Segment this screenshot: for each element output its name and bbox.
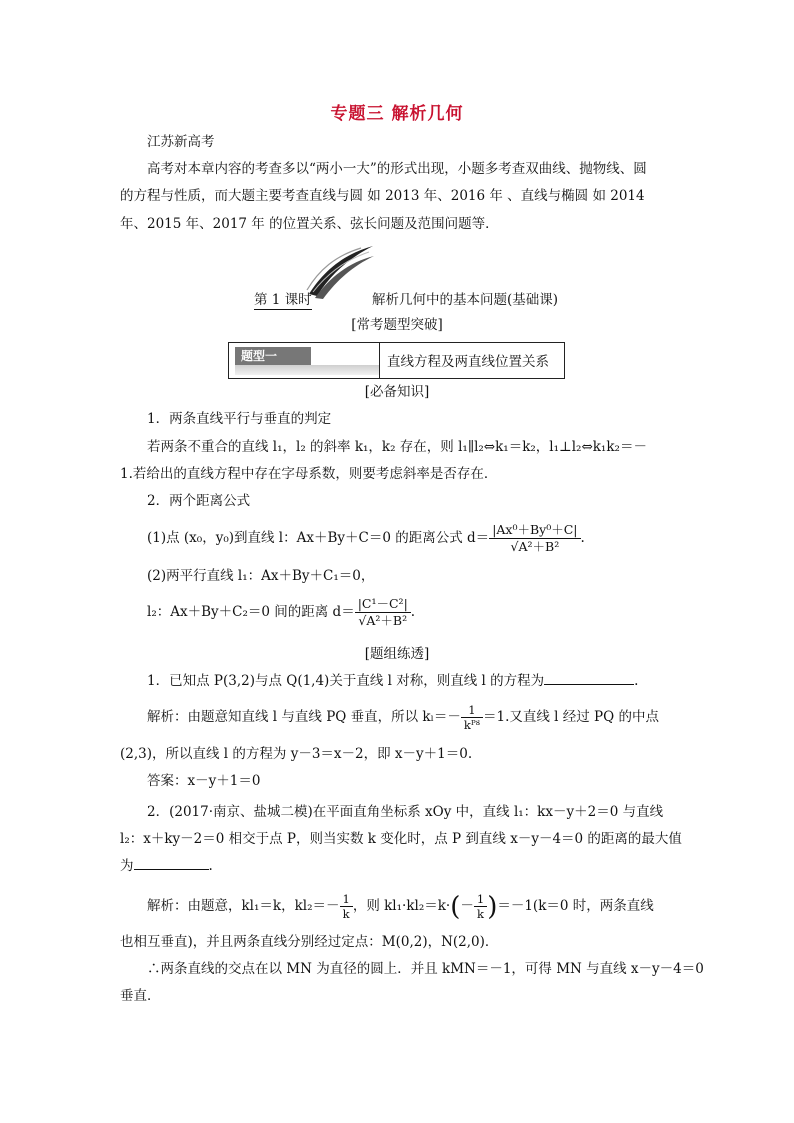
question-type-box: [228, 342, 565, 379]
knowledge-2-heading: 2．两个距离公式: [147, 493, 251, 509]
exercise-2-solution-d: 垂直．: [120, 988, 161, 1004]
page-title: 专题三 解析几何: [330, 104, 464, 124]
exercise-2-fraction-2-numerator: 1: [474, 892, 487, 907]
section-heading-practice: [题组练透]: [364, 646, 430, 662]
lesson-label: 第 1 课时: [254, 288, 312, 310]
type-title: 直线方程及两直线位置关系: [387, 354, 549, 370]
section-heading-common-types: [常考题型突破]: [351, 317, 443, 333]
formula-1-denominator: √A²＋B²: [510, 539, 560, 554]
parallel-line-distance-formula: [147, 596, 415, 629]
formula-2-denominator: √A²＋B²: [358, 613, 408, 628]
exercise-1-solution-suffix: ＝1.又直线 l 经过 PQ 的中点: [482, 709, 659, 725]
exercise-2-question-b: l₂：x＋ky－2＝0 相交于点 P，则当实数 k 变化时，点 P 到直线 x－y－4＝0 的距离的最大值: [120, 831, 682, 847]
knowledge-1-heading: 1．两条直线平行与垂直的判定: [147, 411, 332, 427]
exercise-2-fraction-2-denominator: k: [477, 907, 484, 921]
exercise-2-question-c: [120, 856, 213, 876]
exercise-1-end: .: [634, 673, 639, 689]
intro-paragraph-line-2: 的方程与性质，而大题主要考查直线与圆 如 2013 年、2016 年 、直线与椭圆 如 2014: [120, 188, 645, 204]
type-tag-shadow: [235, 365, 380, 375]
exercise-1-text: 1．已知点 P(3,2)与点 Q(1,4)关于直线 l 对称，则直线 l 的方程为: [147, 673, 545, 689]
swoosh-decoration-icon: [305, 242, 375, 300]
exercise-1-solution-fraction: [461, 703, 483, 732]
parallel-lines-text: (2)两平行直线 l₁：Ax＋By＋C₁＝0，: [147, 568, 375, 584]
exercise-2-solution-a: 解析：由题意，kl₁＝k，kl₂＝－ $\frac{1}{k}$ ，则 kl₁·kl₂＝k·(－ $\frac{1}{k}$ )＝－1(k＝0 时，两条直线: [147, 891, 654, 922]
exercise-2-solution-c: ∴两条直线的交点在以 MN 为直径的圆上．并且 kMN＝－1，可得 MN 与直线 x－y－4＝0: [147, 961, 704, 977]
formula-1-suffix: .: [580, 530, 585, 546]
exercise-2-solution-fraction-2: [474, 892, 487, 921]
formula-1-numerator: |Ax⁰＋By⁰＋C|: [489, 522, 580, 539]
formula-2-fraction: [355, 596, 411, 629]
type-tag: 题型一: [235, 347, 311, 365]
exercise-2-solution-prefix: 解析：由题意，kl₁＝k，kl₂＝－: [147, 898, 340, 914]
type-box-divider: [379, 343, 380, 378]
formula-2-numerator: |C¹－C²|: [355, 596, 411, 613]
exercise-2-end: .: [208, 858, 213, 874]
lesson-title: 解析几何中的基本问题(基础课): [372, 292, 559, 308]
formula-2-suffix: .: [410, 604, 416, 620]
intro-heading: 江苏新高考: [147, 134, 215, 150]
exercise-2-fraction-1-denominator: k: [342, 907, 350, 921]
exercise-2-answer-blank: [134, 856, 209, 870]
exercise-2-solution-suffix: ＝－1(k＝0 时，两条直线: [497, 898, 654, 914]
exercise-1-solution-prefix: 解析：由题意知直线 l 与直线 PQ 垂直，所以 kₗ＝－: [147, 709, 461, 725]
exercise-1-solution-b: (2,3)，所以直线 l 的方程为 y－3＝x－2，即 x－y＋1＝0.: [120, 746, 473, 762]
section-heading-essential-knowledge: [必备知识]: [364, 384, 430, 400]
intro-paragraph-line-1: 高考对本章内容的考查多以“两小一大”的形式出现，小题多考查双曲线、抛物线、圆: [147, 161, 647, 177]
knowledge-1-text-a: 若两条不重合的直线 l₁，l₂ 的斜率 k₁，k₂ 存在，则 l₁∥l₂⇔k₁＝k₂，l₁⊥l₂⇔k₁k₂＝－: [147, 439, 647, 455]
exercise-1-solution-numerator: 1: [461, 703, 483, 718]
exercise-2-solution-middle: ，则 kl₁·kl₂＝k·: [352, 898, 451, 914]
exercise-2-question-a: 2．(2017·南京、盐城二模)在平面直角坐标系 xOy 中，直线 l₁：kx－y＋2＝0 与直线: [147, 804, 664, 820]
right-paren: ): [487, 891, 498, 922]
exercise-1-question: [147, 671, 638, 691]
exercise-1-solution-a: [147, 703, 659, 732]
exercise-2-solution-fraction-1: [340, 892, 353, 921]
exercise-1-answer: 答案：x－y＋1＝0: [147, 773, 261, 789]
exercise-2-solution-b: 也相互垂直)，并且两条直线分别经过定点：M(0,2)，N(2,0)．: [120, 934, 499, 950]
formula-1-prefix: (1)点 (x₀，y₀)到直线 l：Ax＋By＋C＝0 的距离公式 d＝: [147, 530, 490, 546]
intro-paragraph-line-3: 年、2015 年、2017 年 的位置关系、弦长问题及范围问题等．: [120, 216, 499, 232]
left-paren: (: [450, 891, 461, 922]
exercise-1-solution-denominator: kᴾᴽ: [463, 718, 480, 732]
knowledge-1-text-b: 1.若给出的直线方程中存在字母系数，则要考虑斜率是否存在．: [120, 466, 498, 482]
exercise-2-text-c: 为: [120, 858, 134, 874]
exercise-1-answer-blank: [544, 671, 634, 685]
point-line-distance-formula: [147, 522, 585, 555]
exercise-2-fraction-1-numerator: 1: [340, 892, 353, 907]
formula-2-prefix: l₂：Ax＋By＋C₂＝0 间的距离 d＝: [147, 604, 355, 620]
formula-1-fraction: [489, 522, 580, 555]
